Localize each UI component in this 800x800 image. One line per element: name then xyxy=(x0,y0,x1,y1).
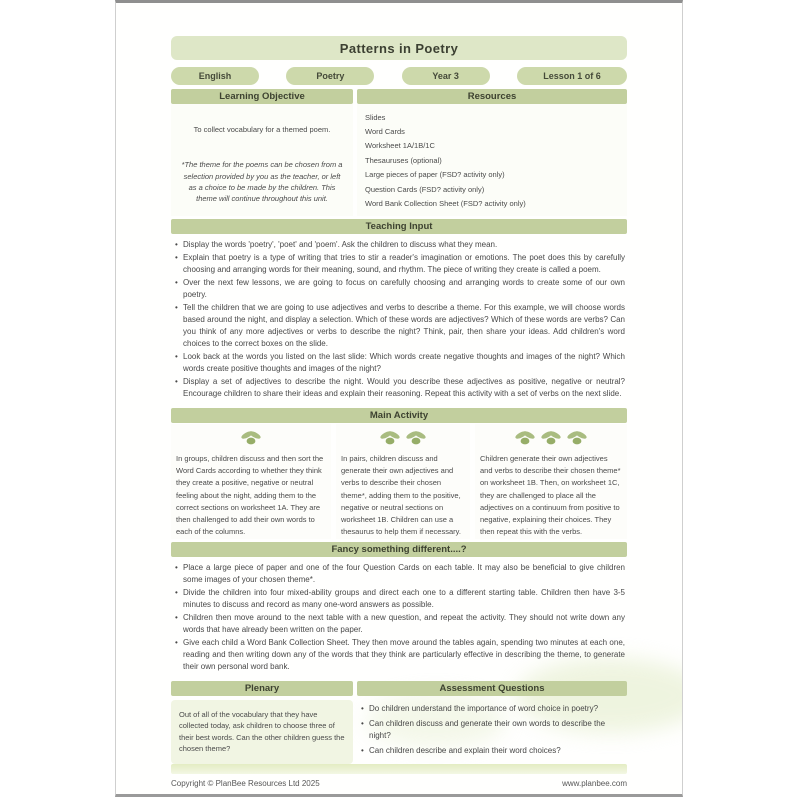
assessment-question: • Can children discuss and generate their own words to describe the night? xyxy=(359,718,625,742)
learning-objective-text: To collect vocabulary for a themed poem. xyxy=(193,125,331,134)
teaching-input-bullet: • Explain that poetry is a type of writing that tries to stir a reader's imagination or emotions. The poet does this by carefully choosing and arranging words for their meaning, sound, and rhythm. The piece of writing they create is called a poem. xyxy=(173,252,625,276)
main-activity-text: Children generate their own adjectives and verbs to describe their chosen theme* on worksheet 1B. Then, on worksheet 1C, they are challenged to place all the adjectives on a continuum from positive to negative, explaining their choices. They then repeat this with the verbs. xyxy=(480,454,621,537)
learning-objective-column xyxy=(171,89,353,216)
assessment-question: • Do children understand the importance of word choice in poetry? xyxy=(359,703,625,715)
tag-subject: English xyxy=(171,67,259,85)
tag-year-group: Year 3 xyxy=(402,67,490,85)
footer-divider-band xyxy=(171,764,627,774)
main-activity-column-easy xyxy=(171,424,331,539)
fsd-bullet: • Divide the children into four mixed-ability groups and direct each one to a different starting table. Children then have 3-5 minutes to discuss and record as many one-word answers as possible. xyxy=(173,587,625,611)
main-activity-column-medium xyxy=(336,424,470,539)
tag-topic: Poetry xyxy=(286,67,374,85)
fsd-bullet: • Place a large piece of paper and one of the four Question Cards on each table. It may also be beneficial to give children some images of your chosen theme*. xyxy=(173,562,625,586)
plenary-assessment-section xyxy=(171,681,627,765)
main-activity-columns xyxy=(171,424,627,539)
footer-copyright: Copyright © PlanBee Resources Ltd 2025 xyxy=(171,779,320,789)
bee-icon xyxy=(240,430,262,446)
resources-list xyxy=(357,104,627,216)
plenary-header: Plenary xyxy=(171,681,353,696)
resources-column xyxy=(357,89,627,216)
learning-objective-body xyxy=(171,104,353,216)
teaching-input-bullet: • Over the next few lessons, we are going to focus on carefully choosing and arranging words to create some of our own poetry. xyxy=(173,277,625,301)
page-footer xyxy=(171,764,627,797)
tag-lesson-number: Lesson 1 of 6 xyxy=(517,67,627,85)
assessment-questions-header: Assessment Questions xyxy=(357,681,627,696)
bee-icon xyxy=(540,430,562,446)
fsd-bullet: • Give each child a Word Bank Collection Sheet. They then move around the tables again, spending two minutes at each one, reading and then writing down any of the words that they think are particularly effective in describing the theme, to generate their own personal word bank. xyxy=(173,637,625,673)
bee-icon xyxy=(566,430,588,446)
resource-item: Word Bank Collection Sheet (FSD? activity only) xyxy=(365,199,526,209)
difficulty-rating xyxy=(475,424,627,450)
resource-item: Word Cards xyxy=(365,127,405,137)
bee-icon xyxy=(379,430,401,446)
page-content xyxy=(171,36,627,797)
objective-resources-section xyxy=(171,89,627,216)
resource-item: Question Cards (FSD? activity only) xyxy=(365,184,485,194)
difficulty-rating xyxy=(336,424,470,450)
fsd-bullet: • Children then move around to the next table with a new question, and repeat the activity. They should not write down any words that have already been written on the paper. xyxy=(173,612,625,636)
fancy-something-different-body xyxy=(171,557,627,678)
main-activity-column-hard xyxy=(475,424,627,539)
resource-item: Slides xyxy=(365,112,386,122)
learning-objective-header: Learning Objective xyxy=(171,89,353,104)
learning-objective-note: *The theme for the poems can be chosen from a selection provided by you as the teacher, or left as a choice to be made by the children. This theme will continue throughout this unit. xyxy=(181,160,343,203)
teaching-input-bullet: • Look back at the words you listed on the last slide: Which words create negative thoughts and images of the night? Which words create positive thoughts and images of the night? xyxy=(173,351,625,375)
main-activity-text: In pairs, children discuss and generate their own adjectives and verbs to describe their chosen theme*, adding them to the positive, negative or neutral sections on worksheet 1B. Children can use a thesaurus to help them if necessary. xyxy=(341,454,461,537)
plenary-column xyxy=(171,681,353,765)
bee-icon xyxy=(514,430,536,446)
assessment-questions-list xyxy=(357,696,627,757)
difficulty-rating xyxy=(171,424,331,450)
bee-icon xyxy=(405,430,427,446)
teaching-input-header: Teaching Input xyxy=(171,219,627,234)
main-activity-header: Main Activity xyxy=(171,408,627,423)
teaching-input-bullet: • Display the words 'poetry', 'poet' and 'poem'. Ask the children to discuss what they mean. xyxy=(173,239,625,251)
tag-row xyxy=(171,67,627,85)
resources-header: Resources xyxy=(357,89,627,104)
resource-item: Worksheet 1A/1B/1C xyxy=(365,141,435,151)
assessment-question: • Can children describe and explain their word choices? xyxy=(359,745,625,757)
assessment-column xyxy=(357,681,627,765)
teaching-input-bullet: • Tell the children that we are going to use adjectives and verbs to describe a theme. For this example, we will choose words based around the night, and display a selection. Which of these words are adjectives? Which of these words are verbs? Can you think of any more adjectives or verbs to describe the night? Think, pair, then share your ideas. Add children's word choices to the correct boxes on the slide. xyxy=(173,302,625,350)
fancy-something-different-header: Fancy something different....? xyxy=(171,542,627,557)
resource-item: Thesauruses (optional) xyxy=(365,155,442,165)
footer-website-link[interactable]: www.planbee.com xyxy=(562,779,627,789)
teaching-input-body xyxy=(171,234,627,405)
page-title: Patterns in Poetry xyxy=(171,36,627,60)
plenary-text: Out of all of the vocabulary that they have collected today, ask children to choose three of their best words. Can the other children guess the chosen theme? xyxy=(171,700,353,765)
resource-item: Large pieces of paper (FSD? activity only) xyxy=(365,170,505,180)
main-activity-text: In groups, children discuss and then sort the Word Cards according to whether they think they create a positive, negative or neutral feeling about the night, adding them to the correct sections on worksheet 1A. They are then challenged to add their own words to each of the columns. xyxy=(176,454,324,537)
lesson-plan-page xyxy=(115,0,683,797)
teaching-input-bullet: • Display a set of adjectives to describe the night. Would you describe these adjectives as positive, negative or neutral? Encourage children to share their ideas and explain their reasoning. Repeat this activity with a set of verbs on the next slide. xyxy=(173,376,625,400)
